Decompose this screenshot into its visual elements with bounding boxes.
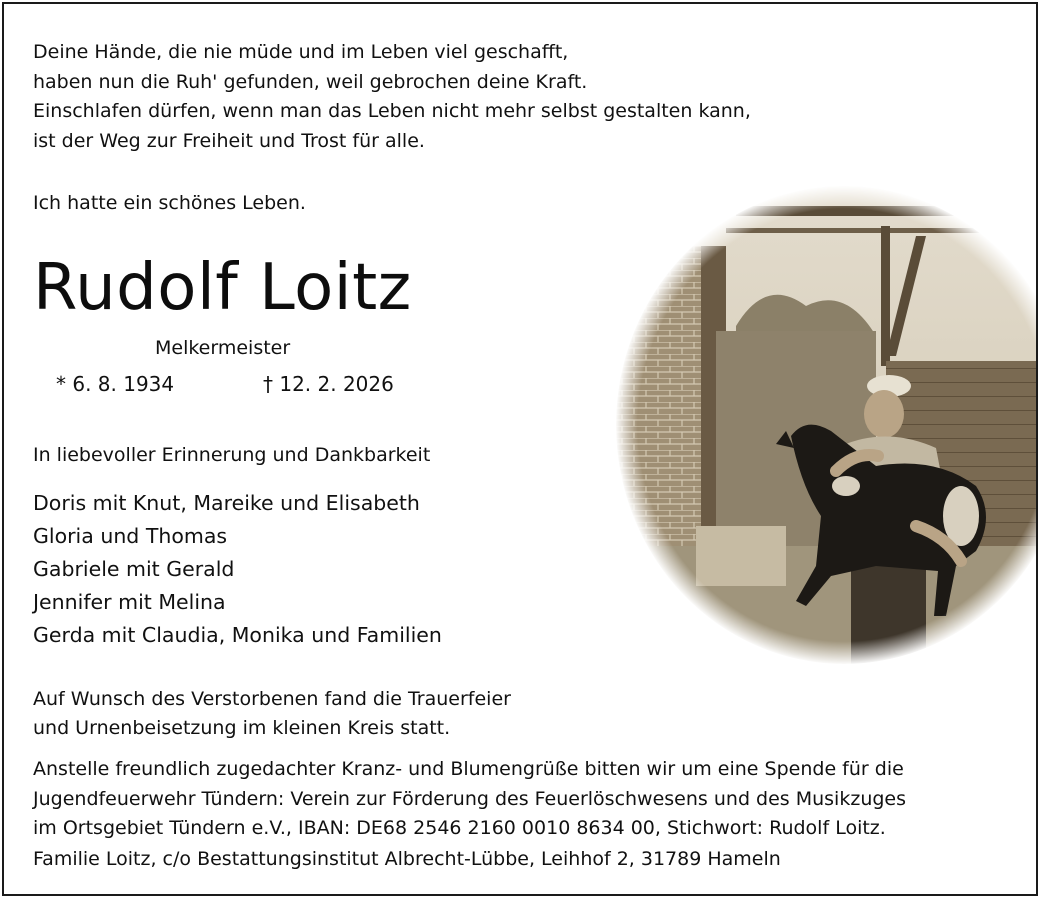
remembrance-line: In liebevoller Erinnerung und Dankbarkeit bbox=[33, 444, 431, 466]
quote: Ich hatte ein schönes Leben. bbox=[33, 192, 306, 214]
poem bbox=[33, 38, 751, 156]
poem-line: Einschlafen dürfen, wenn man das Leben nicht mehr selbst gestalten kann, bbox=[33, 100, 751, 122]
ceremony-note bbox=[33, 685, 511, 743]
family-member: Doris mit Knut, Mareike und Elisabeth bbox=[33, 491, 420, 515]
poem-line: ist der Weg zur Freiheit und Trost für alle. bbox=[33, 129, 425, 152]
deceased-name: Rudolf Loitz bbox=[33, 251, 412, 325]
occupation: Melkermeister bbox=[155, 337, 291, 359]
donation-note-line: Jugendfeuerwehr Tündern: Verein zur Förderung des Feuerlöschwesens und des Musikzuges bbox=[33, 787, 907, 810]
family-member: Jennifer mit Melina bbox=[33, 590, 226, 614]
poem-line: Deine Hände, die nie müde und im Leben viel geschafft, bbox=[33, 41, 569, 63]
poem-line: haben nun die Ruh' gefunden, weil gebrochen deine Kraft. bbox=[33, 70, 588, 93]
address-line: Familie Loitz, c/o Bestattungsinstitut Albrecht-Lübbe, Leihhof 2, 31789 Hameln bbox=[33, 848, 781, 870]
death-date: † 12. 2. 2026 bbox=[263, 372, 394, 396]
portrait-photo bbox=[616, 186, 1038, 664]
family-member: Gerda mit Claudia, Monika und Familien bbox=[33, 623, 442, 647]
photo-illustration bbox=[616, 186, 1038, 664]
ceremony-note-line: Auf Wunsch des Verstorbenen fand die Trauerfeier bbox=[33, 688, 511, 710]
family-list bbox=[33, 487, 442, 652]
family-member: Gloria und Thomas bbox=[33, 524, 228, 548]
obituary-notice bbox=[2, 2, 1038, 896]
donation-note bbox=[33, 755, 906, 844]
donation-note-line: Anstelle freundlich zugedachter Kranz- und Blumengrüße bitten wir um eine Spende für die bbox=[33, 758, 904, 780]
ceremony-note-line: und Urnenbeisetzung im kleinen Kreis statt. bbox=[33, 717, 451, 739]
family-member: Gabriele mit Gerald bbox=[33, 557, 235, 581]
donation-note-line: im Ortsgebiet Tündern e.V., IBAN: DE68 2546 2160 0010 8634 00, Stichwort: Rudolf Loitz. bbox=[33, 817, 886, 839]
birth-date: * 6. 8. 1934 bbox=[56, 372, 175, 396]
